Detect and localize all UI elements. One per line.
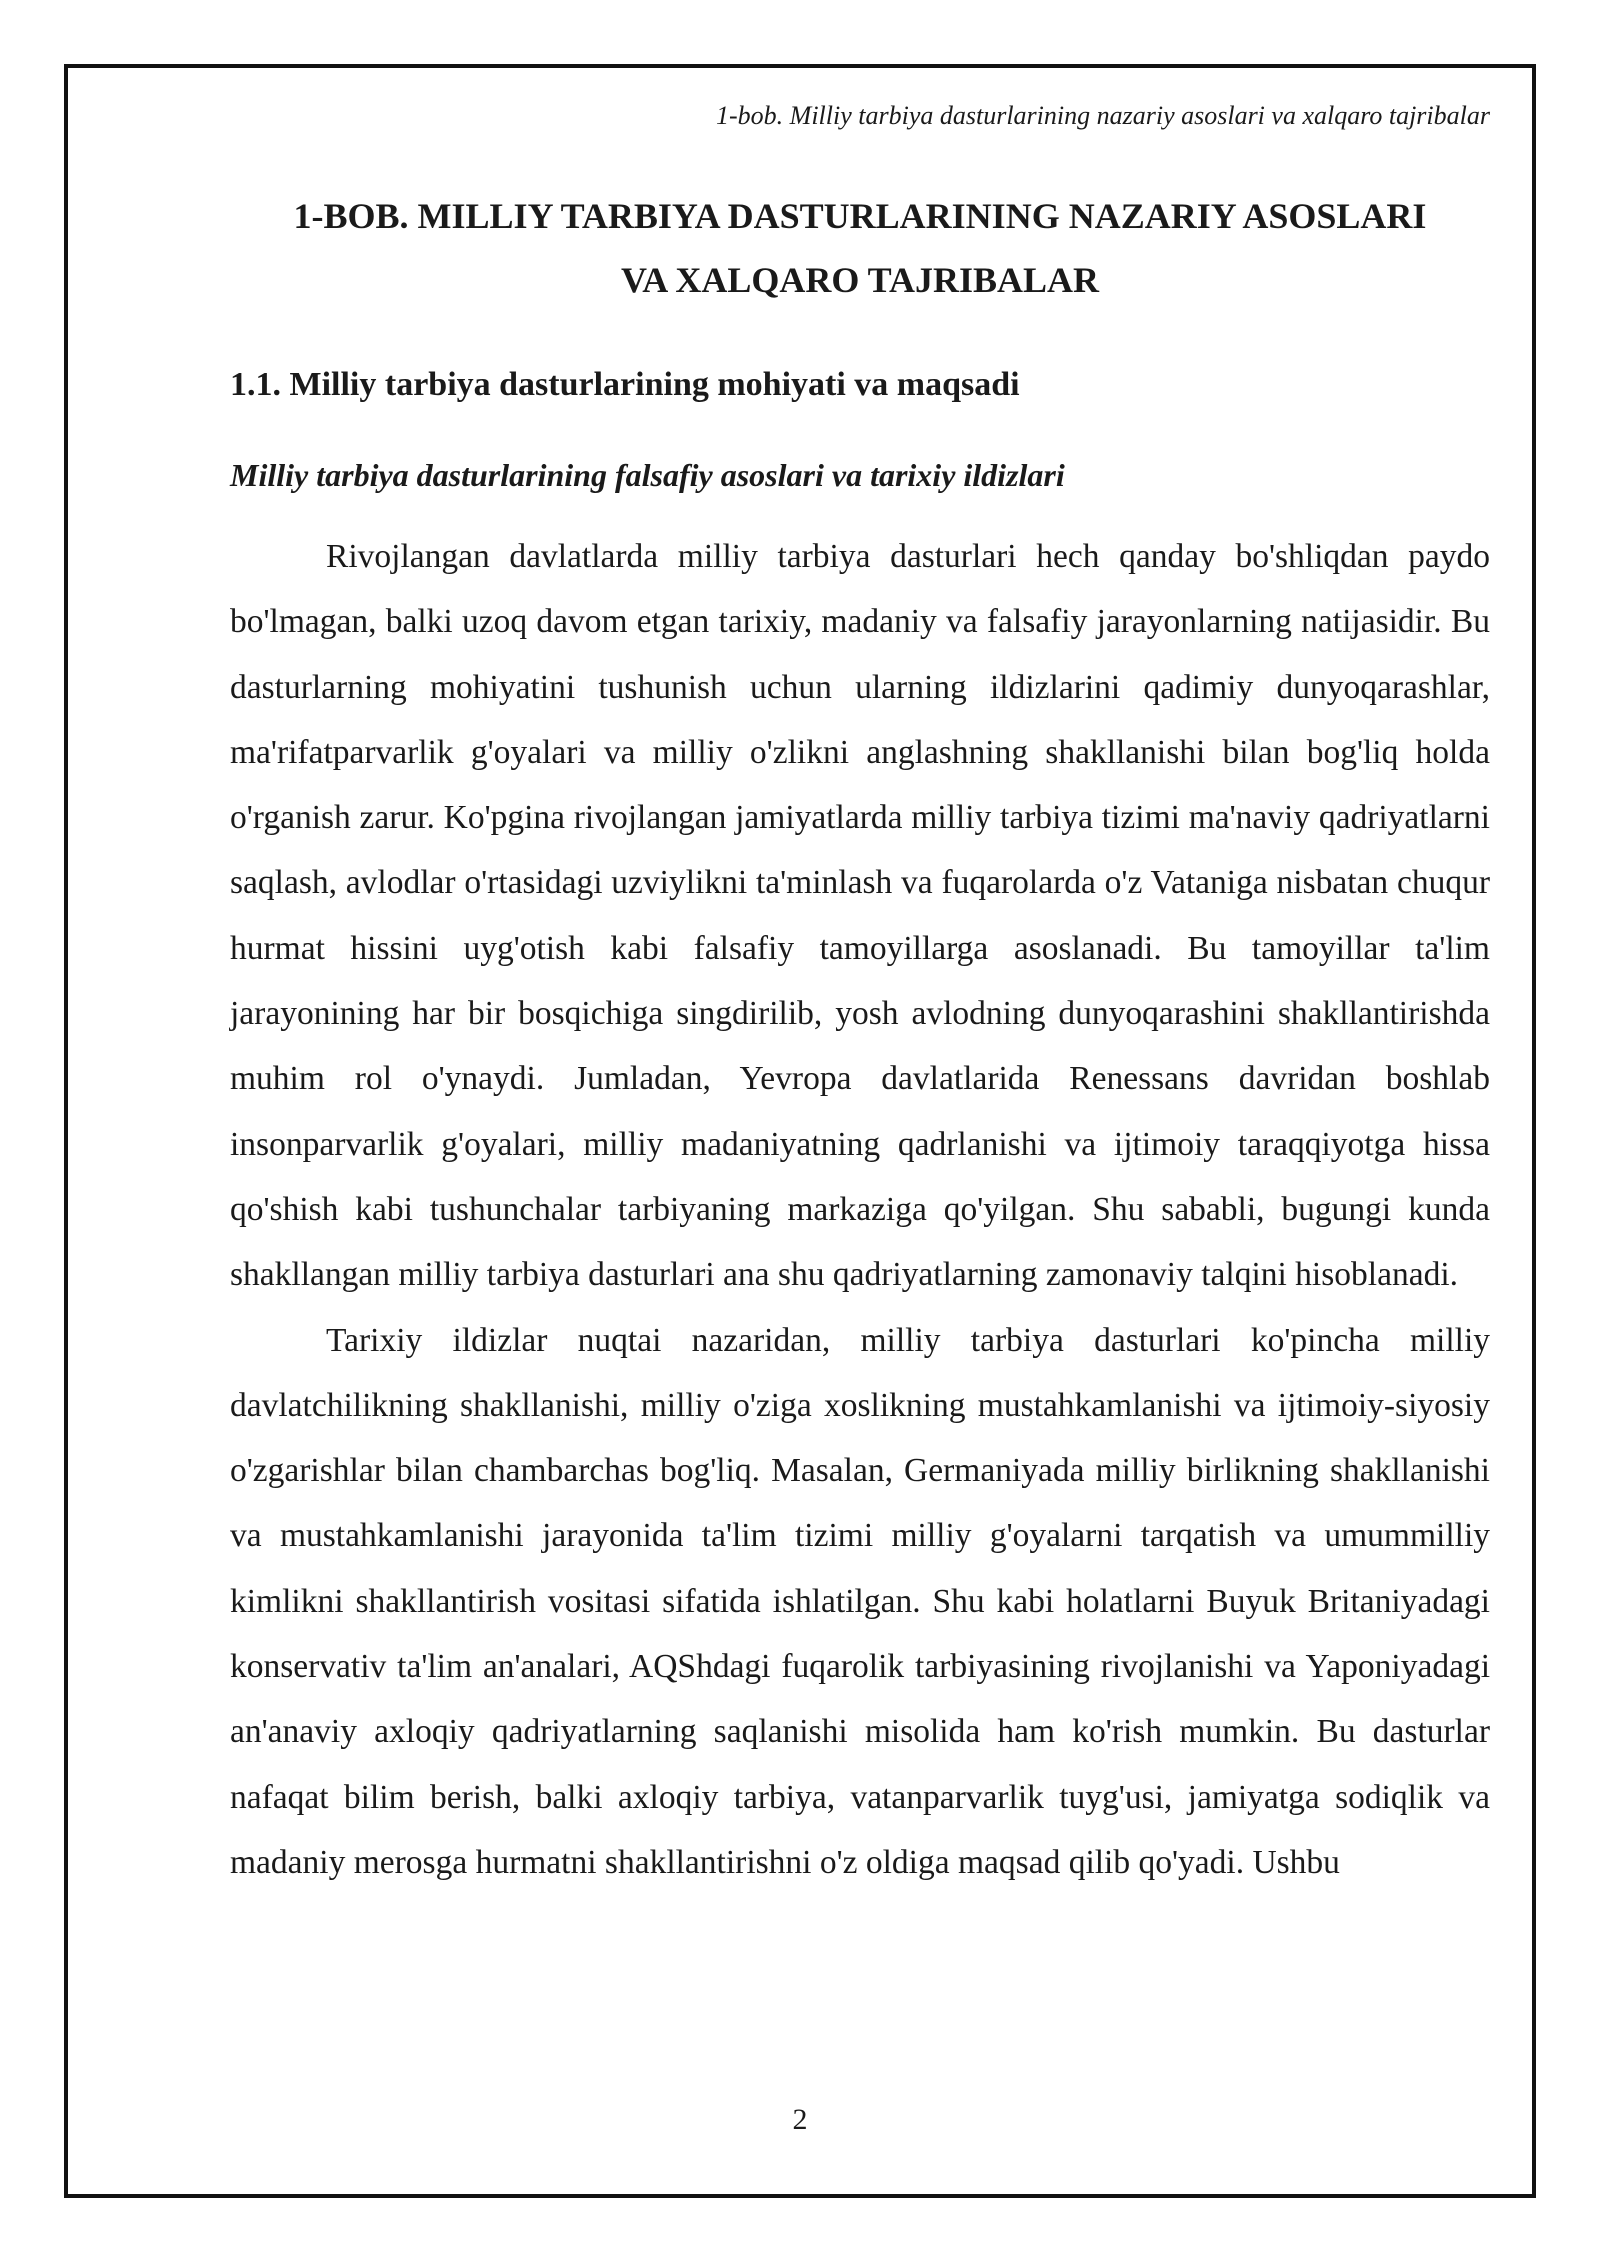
running-header: 1-bob. Milliy tarbiya dasturlarining nazariy asoslari va xalqaro tajribalar: [716, 101, 1490, 130]
paragraph-2: Tarixiy ildizlar nuqtai nazaridan, milliy tarbiya dasturlari ko'pincha milliy davlatchilikning shakllanishi, milliy o'ziga xoslikning mustahkamlanishi va ijtimoiy-siyosiy o'zgarishlar bilan chambarchas bog'liq. Masalan, Germaniyada milliy birlikning shakllanishi va mustahkamlanishi jarayonida ta'lim tizimi milliy g'oyalarni tarqatish va umummilliy kimlikni shakllantirish vositasi sifatida ishlatilgan. Shu kabi holatlarni Buyuk Britaniyadagi konservativ ta'lim an'analari, AQShdagi fuqarolik tarbiyasining rivojlanishi va Yaponiyadagi an'anaviy axloqiy qadriyatlarning saqlanishi misolida ham ko'rish mumkin. Bu dasturlar nafaqat bilim berish, balki axloqiy tarbiya, vatanparvarlik tuyg'usi, jamiyatga sodiqlik va madaniy merosga hurmatni shakllantirishni o'z oldiga maqsad qilib qo'yadi. Ushbu: [230, 1321, 1490, 1881]
page-number: 2: [792, 2103, 808, 2136]
paragraph-1: Rivojlangan davlatlarda milliy tarbiya dasturlari hech qanday bo'shliqdan paydo bo'lmagan, balki uzoq davom etgan tarixiy, madaniy va falsafiy jarayonlarning natijasidir. Bu dasturlarning mohiyatini tushunish uchun ularning ildizlarini qadimiy dunyoqarashlar, ma'rifatparvarlik g'oyalari va milliy o'zlikni anglashning shakllanishi bilan bog'liq holda o'rganish zarur. Ko'pgina rivojlangan jamiyatlarda milliy tarbiya tizimi ma'naviy qadriyatlarni saqlash, avlodlar o'rtasidagi uzviylikni ta'minlash va fuqarolarda o'z Vataniga nisbatan chuqur hurmat hissini uyg'otish kabi falsafiy tamoyillarga asoslanadi. Bu tamoyillar ta'lim jarayonining har bir bosqichiga singdirilib, yosh avlodning dunyoqarashini shakllantirishda muhim rol o'ynaydi. Jumladan, Yevropa davlatlarida Renessans davridan boshlab insonparvarlik g'oyalari, milliy madaniyatning qadrlanishi va ijtimoiy taraqqiyotga hissa qo'shish kabi tushunchalar tarbiyaning markaziga qo'yilgan. Shu sababli, bugungi kunda shakllangan milliy tarbiya dasturlari ana shu qadriyatlarning zamonaviy talqini hisoblanadi.: [230, 538, 1490, 1294]
chapter-title-line-2: VA XALQARO TAJRIBALAR: [620, 260, 1100, 300]
section-heading: 1.1. Milliy tarbiya dasturlarining mohiyati va maqsadi: [230, 366, 1020, 403]
body-text: [230, 524, 1490, 1895]
chapter-title: [230, 184, 1490, 312]
chapter-title-line-1: 1-BOB. MILLIY TARBIYA DASTURLARINING NAZARIY ASOSLARI: [293, 196, 1427, 236]
subsection-heading: Milliy tarbiya dasturlarining falsafiy asoslari va tarixiy ildizlari: [230, 457, 1065, 493]
page-content: [230, 92, 1490, 1881]
